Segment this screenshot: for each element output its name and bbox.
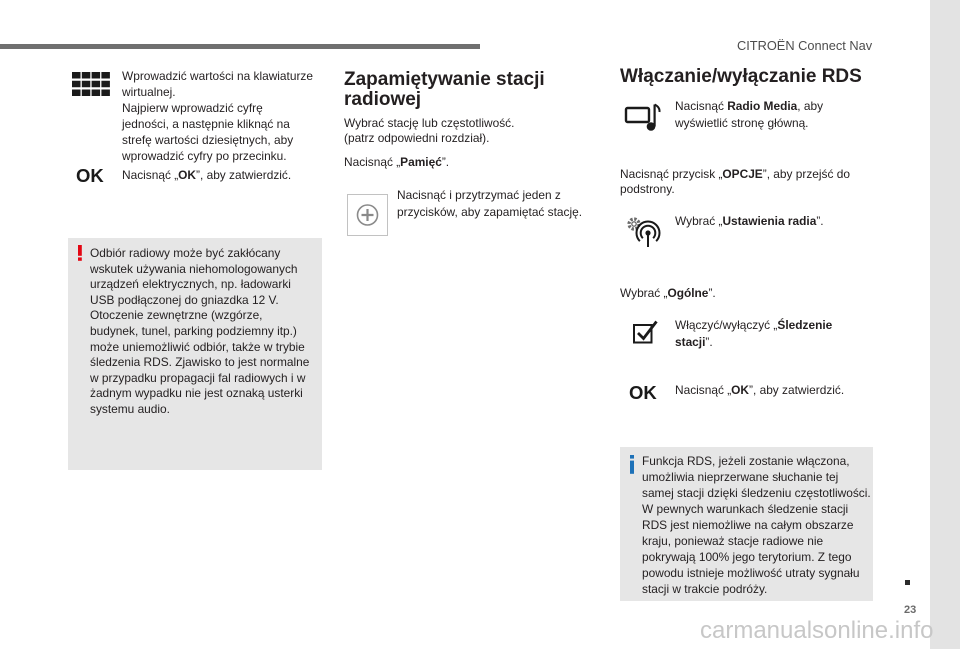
radio-settings-icon	[626, 216, 662, 248]
virtual-keyboard-icon	[72, 72, 110, 96]
memory-text-after: ”.	[441, 155, 450, 169]
keyboard-instruction-line: Wprowadzić wartości na klawiaturze	[122, 69, 313, 83]
general-bold: Ogólne	[667, 286, 709, 300]
watermark: carmanualsonline.info	[700, 617, 934, 644]
keyboard-instruction-line: Najpierw wprowadzić cyfrę	[122, 101, 263, 115]
general-line	[620, 285, 716, 301]
tracking-bold: Śledzenie	[777, 318, 833, 332]
keyboard-instruction-line: wprowadzić cyfry po przecinku.	[122, 149, 287, 163]
radio-settings-bold: Ustawienia radia	[722, 214, 817, 228]
warning-line: w przypadku propagacji fal radiowych i w	[90, 370, 306, 385]
options-before: Nacisnąć przycisk „	[620, 167, 723, 181]
heading-line: Zapamiętywanie stacji	[344, 69, 545, 90]
radio-media-bold: Radio Media	[727, 99, 798, 113]
tracking-instruction	[675, 317, 832, 351]
radio-media-instruction	[675, 98, 823, 132]
preset-instructions	[397, 187, 582, 221]
confirm-text-after: ”, aby zatwierdzić.	[749, 383, 845, 397]
preset-line: Nacisnąć i przytrzymać jeden z	[397, 188, 561, 202]
intro-line: Wybrać stację lub częstotliwość.	[344, 116, 515, 130]
options-line	[620, 167, 850, 182]
intro-line: (patrz odpowiedni rozdział).	[344, 131, 490, 145]
radio-media-before: Nacisnąć	[675, 99, 728, 113]
warning-line: systemu audio.	[90, 401, 170, 416]
info-line: kraju, ponieważ stacje radiowe nie	[642, 534, 824, 548]
memory-text-bold: Pamięć	[400, 155, 442, 169]
preset-add-icon	[347, 194, 388, 236]
checkbox-icon	[633, 319, 659, 345]
info-icon	[629, 455, 635, 474]
radio-media-line	[675, 98, 823, 115]
page-marker	[905, 580, 910, 585]
memory-text-before: Nacisnąć „	[344, 155, 401, 169]
header-bar	[0, 44, 480, 49]
warning-text	[90, 246, 309, 418]
store-intro	[344, 116, 514, 146]
confirm-text-before: Nacisnąć „	[675, 383, 732, 397]
confirm-instruction	[122, 167, 291, 183]
warning-line: Otoczenie zewnętrzne (wzgórze,	[90, 308, 263, 323]
options-instruction	[620, 167, 850, 197]
section-heading-store-station	[344, 70, 545, 110]
warning-line: może uniemożliwić odbiór, także w trybie	[90, 339, 305, 354]
warning-note-box	[68, 238, 322, 470]
tracking-line	[675, 317, 832, 334]
tracking-line	[675, 334, 832, 351]
warning-line: Odbiór radiowy może być zakłócany	[90, 246, 281, 260]
options-after: ”, aby przejść do	[762, 167, 850, 181]
warning-icon	[77, 245, 83, 261]
warning-line: urządzeń elektrycznych, np. ładowarki	[90, 277, 291, 292]
keyboard-instruction-line: wirtualnej.	[122, 85, 176, 99]
tracking-after: ”.	[705, 335, 713, 349]
tracking-bold-2: stacji	[675, 335, 706, 349]
info-line: RDS jest niemożliwe na całym obszarze	[642, 518, 854, 532]
options-bold: OPCJE	[722, 167, 763, 181]
info-line: samej stacji dzięki śledzeniu częstotliwości.	[642, 486, 871, 500]
warning-line: wskutek używania niehomologowanych	[90, 261, 298, 276]
confirm-instruction	[675, 382, 844, 398]
radio-settings-after: ”.	[816, 214, 824, 228]
memory-instruction-line	[344, 154, 449, 170]
general-instruction	[620, 285, 716, 301]
tracking-before: Włączyć/wyłączyć „	[675, 318, 778, 332]
radio-settings-before: Wybrać „	[675, 214, 723, 228]
confirm-text-bold: OK	[178, 168, 197, 182]
info-line: Funkcja RDS, jeżeli zostanie włączona,	[642, 454, 850, 468]
info-line: umożliwia nieprzerwane słuchanie tej	[642, 470, 839, 484]
keyboard-instruction-line: jedności, a następnie kliknąć na	[122, 117, 290, 131]
preset-line: przycisków, aby zapamiętać stację.	[397, 205, 583, 219]
warning-line: żadnym wypadku nie jest oznaką usterki	[90, 386, 303, 401]
warning-line: USB podłączonej do gniazdka 12 V.	[90, 292, 279, 307]
radio-media-icon	[624, 102, 662, 132]
keyboard-instruction-line: strefę wartości dziesiętnych, aby	[122, 133, 294, 147]
page-number: 23	[904, 604, 917, 616]
radio-settings-instruction	[675, 213, 824, 229]
radio-media-after: , aby	[797, 99, 824, 113]
side-band	[930, 0, 960, 649]
confirm-instruction-line	[675, 382, 844, 398]
info-text	[642, 453, 871, 597]
general-after: ”.	[708, 286, 716, 300]
ok-icon: OK	[629, 382, 657, 403]
info-line: powodu istnieje możliwość utraty sygnału	[642, 566, 860, 580]
radio-settings-line	[675, 213, 824, 229]
header-title: CITROËN Connect Nav	[737, 38, 873, 53]
general-before: Wybrać „	[620, 286, 668, 300]
info-line: W pewnych warunkach śledzenie stacji	[642, 502, 849, 516]
confirm-text-after: ”, aby zatwierdzić.	[196, 168, 292, 182]
radio-media-line: wyświetlić stronę główną.	[675, 116, 809, 130]
confirm-text-before: Nacisnąć „	[122, 168, 179, 182]
options-line: podstrony.	[620, 182, 675, 196]
confirm-text-bold: OK	[731, 383, 750, 397]
info-line: pokrywają 100% jego terytorium. Z tego	[642, 550, 852, 564]
info-note-box	[620, 447, 873, 601]
keyboard-instructions	[122, 68, 313, 164]
confirm-instruction-line	[122, 167, 291, 183]
section-heading-rds: Włączanie/wyłączanie RDS	[620, 66, 862, 87]
heading-line: radiowej	[344, 89, 422, 110]
info-line: stacji w trakcie podróży.	[642, 582, 768, 596]
warning-line: śledzenia RDS. Zjawisko to jest normalne	[90, 355, 310, 370]
ok-icon: OK	[76, 165, 104, 186]
warning-line: budynek, tunel, parking podziemny itp.)	[90, 323, 297, 338]
memory-instruction	[344, 154, 449, 170]
